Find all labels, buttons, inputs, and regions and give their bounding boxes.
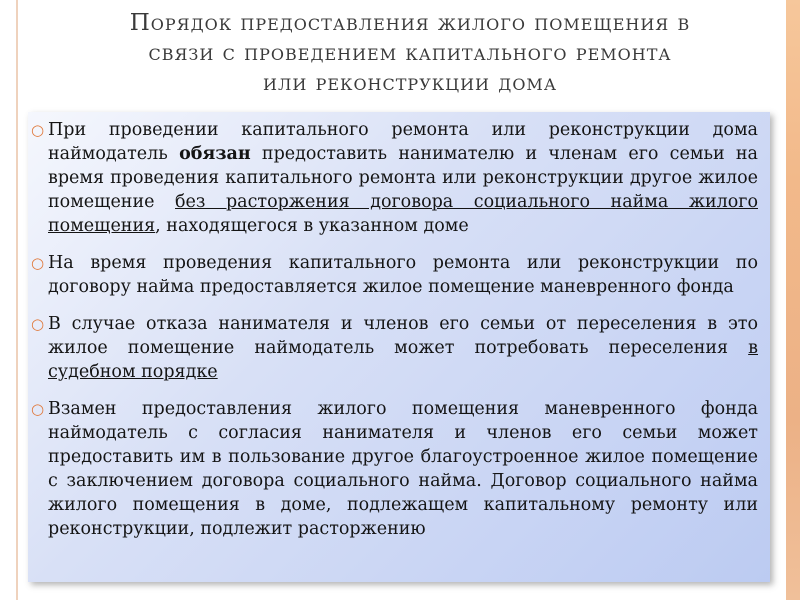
title-line-1: Порядок предоставления жилого помещения в [129,10,691,36]
bullet-3-text: В случае отказа нанимателя и членов его семьи от переселения в это жилое помещение наймодатель может потребовать переселения [48,314,758,358]
right-decorative-band [786,0,800,600]
bullet-item-1 [31,118,758,238]
circle-bullet-icon: ○ [31,121,45,139]
bullet-item-2 [31,251,758,299]
circle-bullet-icon: ○ [31,400,45,418]
bullet-1-text-c: , находящегося в указанном доме [155,216,469,236]
bullet-3-underlined: в судебном порядке [48,338,758,382]
bullet-2-text: На время проведения капитального ремонта или реконструкции по договору найма предоставляется жилое помещение маневренного фонда [48,253,758,297]
bullet-4-text: Взамен предоставления жилого помещения маневренного фонда наймодатель с согласия нанимателя и членов его семьи может предоставить им в пользование другое благоустроенное жилое помещение с заключением договора социального найма. Договор социального найма жилого помещения в доме, подлежащем капитальному ремонту или реконструкции, подлежит расторжению [48,399,758,539]
title-line-3: или реконструкции дома [263,70,557,96]
bullet-list [28,112,770,541]
bullet-1-text-a: При проведении капитального ремонта или реконструкции дома наймодатель [48,120,758,164]
title-line-2: связи с проведением капитального ремонта [148,40,672,66]
bullet-1-emphasis: обязан [179,144,251,164]
slide-title [60,8,760,98]
circle-bullet-icon: ○ [31,254,45,272]
content-panel [28,112,770,582]
circle-bullet-icon: ○ [31,315,45,333]
left-decorative-rule [16,0,18,600]
bullet-1-underlined: без расторжения договора социального найма жилого помещения [48,192,758,236]
bullet-item-3 [31,312,758,384]
bullet-item-4 [31,397,758,541]
bullet-1-text-b: предоставить нанимателю и членам его семьи на время проведения капитального ремонта или реконструкции другое жилое помещение [48,144,758,212]
